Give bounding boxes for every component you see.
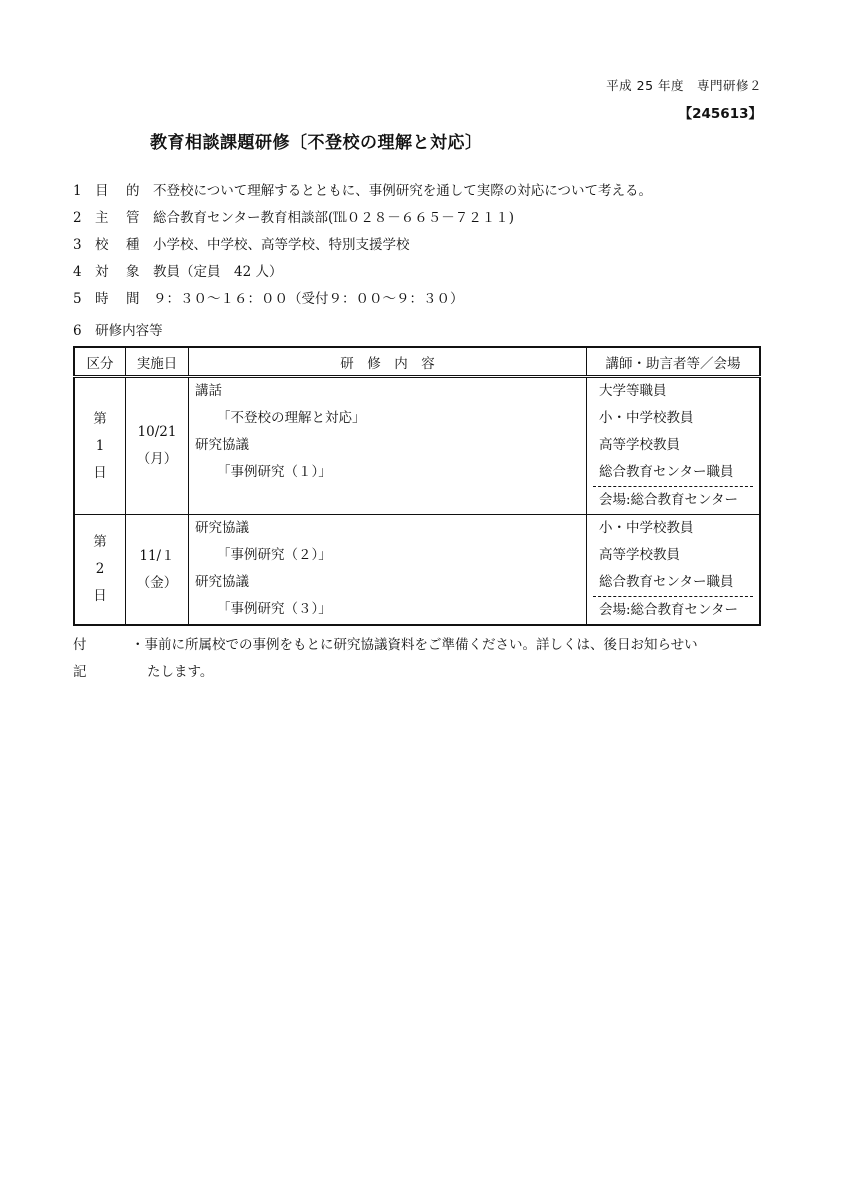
item-text: 小学校、中学校、高等学校、特別支援学校 bbox=[153, 237, 410, 253]
note-text bbox=[131, 632, 751, 686]
info-item-purpose bbox=[73, 178, 773, 205]
division-char: 日 bbox=[93, 464, 107, 481]
instructor-line: 大学等職員 bbox=[599, 383, 667, 399]
instructor-line: 総合教育センター職員 bbox=[599, 464, 734, 480]
column-header-division: 区分 bbox=[74, 347, 126, 377]
item-number: 2 bbox=[73, 210, 82, 226]
division-char: 第 bbox=[93, 410, 107, 427]
weekday-text: （月） bbox=[136, 451, 178, 467]
page-title: 教育相談課題研修〔不登校の理解と対応〕 bbox=[150, 133, 483, 153]
item-text: ９：３０～１６：００（受付９：００～９：３０） bbox=[153, 291, 464, 307]
division-cell bbox=[74, 515, 126, 626]
item-number: 4 bbox=[73, 264, 82, 280]
date-text: 10/21 bbox=[137, 424, 177, 440]
instructor-line: 総合教育センター職員 bbox=[599, 574, 734, 590]
content-line: 研究協議 bbox=[195, 574, 249, 590]
content-line: 「不登校の理解と対応」 bbox=[217, 410, 366, 426]
venue-text: 会場:総合教育センター bbox=[593, 596, 753, 624]
instructors-cell bbox=[587, 377, 761, 515]
instructors-cell bbox=[587, 515, 761, 626]
instructor-line: 小・中学校教員 bbox=[599, 410, 694, 426]
item-label: 目 的 bbox=[95, 183, 142, 199]
column-header-content: 研 修 内 容 bbox=[189, 347, 587, 377]
item-text: 不登校について理解するとともに、事例研究を通して実際の対応について考える。 bbox=[153, 183, 652, 199]
table-row-day-1 bbox=[74, 377, 760, 515]
schedule-table bbox=[73, 346, 761, 626]
item-number: 5 bbox=[73, 291, 82, 307]
content-line: 研究協議 bbox=[195, 520, 249, 536]
division-cell bbox=[74, 377, 126, 515]
info-item-school-type bbox=[73, 232, 773, 259]
item-text: 総合教育センター教育相談部(℡０２８－６６５－７２１１) bbox=[153, 210, 514, 226]
item-label: 主 管 bbox=[95, 210, 142, 226]
year-label: 平成 25 年度 専門研修２ bbox=[606, 78, 762, 93]
division-char: 1 bbox=[95, 437, 105, 454]
item-text: 教員（定員 42 人） bbox=[153, 264, 283, 280]
content-line: 「事例研究（２）」 bbox=[217, 547, 332, 563]
division-char: 第 bbox=[93, 534, 107, 550]
content-cell bbox=[189, 377, 587, 515]
note-line-1: ・事前に所属校での事例をもとに研究協議資料をご準備ください。詳しくは、後日お知らせい bbox=[131, 637, 698, 653]
note-line-2: たします。 bbox=[147, 664, 214, 680]
date-cell bbox=[126, 377, 189, 515]
info-item-organizer bbox=[73, 205, 773, 232]
instructor-line: 高等学校教員 bbox=[599, 437, 680, 453]
weekday-text: （金） bbox=[136, 574, 178, 591]
info-list bbox=[73, 178, 773, 313]
course-code: 【245613】 bbox=[678, 106, 762, 122]
item-label: 校 種 bbox=[95, 237, 142, 253]
content-line: 「事例研究（３）」 bbox=[217, 601, 332, 617]
date-text: 11/１ bbox=[139, 547, 175, 564]
division-char: 日 bbox=[93, 588, 107, 604]
item-label: 時 間 bbox=[95, 291, 142, 307]
item-number: 1 bbox=[73, 183, 82, 199]
column-header-date: 実施日 bbox=[126, 347, 189, 377]
content-cell bbox=[189, 515, 587, 626]
content-line: 研究協議 bbox=[195, 437, 249, 453]
venue-text: 会場:総合教育センター bbox=[593, 486, 753, 514]
info-item-target bbox=[73, 259, 773, 286]
appendix-note bbox=[73, 632, 773, 686]
info-item-time bbox=[73, 286, 773, 313]
content-line: 講話 bbox=[195, 383, 222, 399]
instructor-line: 小・中学校教員 bbox=[599, 520, 694, 536]
instructor-line: 高等学校教員 bbox=[599, 547, 680, 563]
item-number: 3 bbox=[73, 237, 82, 253]
schedule-heading: 6 研修内容等 bbox=[73, 323, 163, 339]
note-label: 付 記 bbox=[73, 637, 116, 680]
table-row-day-2 bbox=[74, 515, 760, 626]
item-label: 対 象 bbox=[95, 264, 142, 280]
table-header-row bbox=[74, 347, 760, 377]
content-line: 「事例研究（１）」 bbox=[217, 464, 332, 480]
column-header-instructors: 講師・助言者等／会場 bbox=[587, 347, 761, 377]
division-char: 2 bbox=[95, 561, 105, 577]
date-cell bbox=[126, 515, 189, 626]
